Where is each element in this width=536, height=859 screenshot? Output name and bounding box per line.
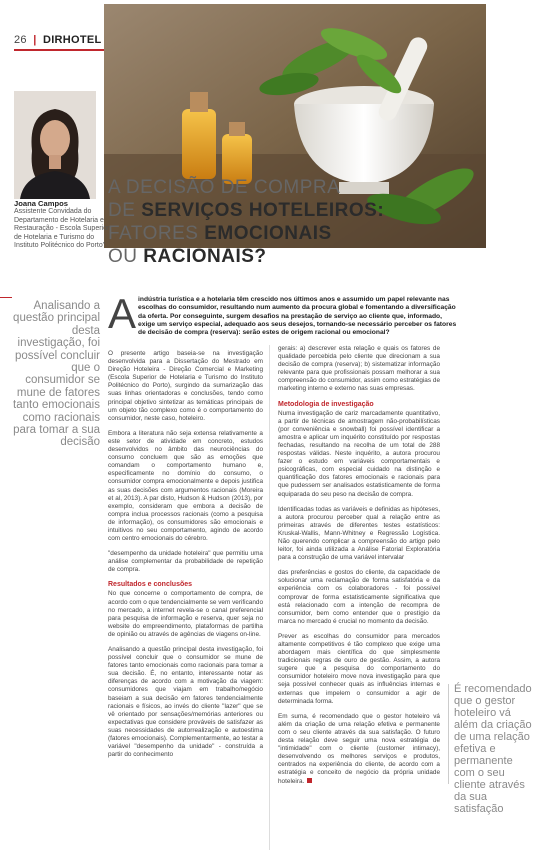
title-line-3-bold: EMOCIONAIS bbox=[204, 223, 332, 244]
body-column-2 bbox=[278, 345, 440, 793]
paragraph: gerais: a) descrever esta relação e quais os fatores de qualidade percebida pelo cliente que direcionam a sua decisão de compra (reserva); b) sistematizar informação relevante para que profissionais possam melhorar a sua compreensão do consumidor, assim como estratégias de marketing interno e externo nas suas empresas. bbox=[278, 345, 440, 393]
paragraph: Embora a literatura não seja extensa relativamente a este setor de atividade em concreto, estudos desenvolvidos no âmbito das neurociências do consumo concluem que são as emoções que comandam o comportamento humano e, especificamente no domínio do consumo, o consumidor compra emocionalmente e depois justifica as suas decisões com argumentos racionais (Moreira et al, 2013). A par disto, Hudson & Hudson (2013), por exemplo, consideram que embora a decisão de compra inclua processos racionais (como a pesquisa de informação), os consumidores são emocionais e intuitivos no seu comportamento, agindo de acordo com centro emocionais do cérebro. bbox=[108, 429, 263, 543]
title-line-3-prefix: FATORES bbox=[108, 223, 205, 244]
title-line-2-bold: SERVIÇOS HOTELEIROS: bbox=[141, 200, 385, 221]
author-portrait bbox=[14, 91, 96, 199]
header-accent-line bbox=[14, 49, 106, 51]
section-heading-results: Resultados e conclusões bbox=[108, 581, 193, 589]
paragraph: Analisando a questão principal desta investigação, foi possível concluir que o consumidor se mune de fatores tanto emocionais como racionais para tomar a sua decisão. É, no entanto, interessante notar as diferenças de acordo com a motivação da viagem: consumidores que viajam em trabalho/negócio baseiam a sua decisão em fatores tendencialmente racionais e físicos, ao invés do cliente "lazer" que se vê orientado por sensações/memórias anteriores ou expectativas que considere prováveis de satisfazer as suas necessidades de autorrealização e autoestima (fatores emocionais). Complementarmente, ao testar a variável "desempenho da unidade" - construída a partir do conhecimento bbox=[108, 646, 263, 759]
pull-quote-rule bbox=[0, 297, 12, 298]
article-title bbox=[108, 176, 468, 268]
body-column-1 bbox=[108, 350, 263, 766]
header-separator: | bbox=[33, 34, 37, 46]
final-paragraph-text: Em suma, é recomendado que o gestor hoteleiro vá além da criação de uma relação efetiva e permanente com o seu cliente através da sua satisfação. O futuro desta relação deve seguir uma nova estratégia de "intimidade" com o cliente (customer intimacy), desenvolvendo os melhores serviços e produtos, centrados na experiência do cliente, de acordo com a estratégia e conceito de negócio da própria unidade hoteleira. bbox=[278, 712, 440, 785]
lead-paragraph: indústria turística e a hotelaria têm crescido nos últimos anos e assumido um papel relevante nas escolhas do consumidor, resultando num aumento da procura global e fomentando a diversificação da oferta. Por conseguinte, surgem desafios na prestação de serviço ao cliente que, informado, exige um serviço especial, adequado aos seus desejos, tornando-se necessário perceber os fatores de decisão de compra (reserva): serão estes de origem racional ou emocional? bbox=[138, 296, 457, 337]
page-number: 26 bbox=[14, 34, 27, 46]
paragraph: O presente artigo baseia-se na investigação desenvolvida para a Dissertação do Mestrado em Direção Hoteleira - Direção Comercial e Marketing (Escola Superior de Hotelaria e Turismo do Instituto Politécnico do Porto), surgindo da sumarização das suas linhas orientadoras e conclusões, tendo como principal objetivo sintetizar as temáticas principais de um objeto tão complexo como é o comportamento do consumidor, neste caso, hoteleiro. bbox=[108, 350, 263, 422]
magazine-brand: DIRHOTEL bbox=[42, 34, 102, 46]
paragraph: "desempenho da unidade hoteleira" que permitiu uma análise complementar da probabilidade de repetição de compra. bbox=[108, 550, 263, 574]
paragraph: Identificadas todas as variáveis e definidas as hipóteses, a autora procurou perceber qual a relação entre as primeiras através de diferentes testes estatísticos: Kruskal-Wallis, Mann-Whitney e Regressão Logística. Não querendo complicar a compreensão do artigo pelo leitor, foi ainda utilizada a Análise Fatorial Exploratória para a construção de uma variável intervalar bbox=[278, 505, 440, 562]
title-line-4 bbox=[108, 245, 468, 268]
author-bio: Assistente Convidada do Departamento de Hotelaria e Restauração - Escola Superior de Hotelaria e Turismo do Instituto Politécnico do Porto". bbox=[14, 208, 110, 250]
title-line-3 bbox=[108, 222, 468, 245]
pull-quote-2-rule bbox=[448, 684, 449, 784]
section-heading-methodology: Metodologia de investigação bbox=[278, 400, 374, 408]
author-box bbox=[14, 200, 112, 250]
author-photo bbox=[14, 91, 96, 199]
title-line-2-prefix: DE bbox=[108, 200, 142, 221]
column-divider bbox=[269, 345, 270, 850]
paragraph: Numa investigação de cariz marcadamente quantitativo, a partir de técnicas de amostragem não-probabilísticas (por conveniência e snowball) foi possível identificar a amostra e aplicar um inquérito constituído por respostas fechadas, resultando na recolha de um total de 288 respostas válidas. Neste inquérito, a autora procurou fazer o estudo em variáveis comportamentais e psicográficas, com especial cuidado na distinção e quantificação dos fatores emocionais e racionais para que pudessem ser analisados estatisticamente de forma equiparada do seu peso na decisão de compra. bbox=[278, 409, 440, 498]
title-line-4-prefix: OU bbox=[108, 246, 144, 267]
paragraph: No que concerne o comportamento de compra, de acordo com o que tendencialmente se vem verificando no mercado, a internet revela-se o canal preferencial para pesquisa de informação e reserva, quer seja no website do empreendimento, plataformas de partilha de opinião ou através de agências de viagens on-line. bbox=[108, 590, 263, 638]
end-mark-icon bbox=[307, 778, 312, 783]
author-name: Joana Campos bbox=[14, 199, 69, 208]
drop-cap: A bbox=[108, 290, 137, 337]
title-line-2 bbox=[108, 199, 468, 222]
paragraph: das preferências e gostos do cliente, da capacidade de solucionar uma reclamação de forma satisfatória e da experiência com os colaboradores - foi possível comprovar de forma estatisticamente significativa que está relacionado com a intenção de recompra de consumidor, bem como entender que o prestígio da marca no mercado é crucial no momento da decisão. bbox=[278, 569, 440, 625]
title-line-1: A DECISÃO DE COMPRA bbox=[108, 177, 341, 198]
title-line-4-bold: RACIONAIS? bbox=[143, 246, 267, 267]
pull-quote-1: Analisando a questão principal desta investigação, foi possível concluir que o consumidor se mune de fatores tanto emocionais como racionais para tomar a sua decisão bbox=[13, 300, 100, 449]
paragraph-final bbox=[278, 713, 440, 786]
paragraph: Prever as escolhas do consumidor para mercados altamente competitivos é tão complexo que exige uma abordagem mais científica do que simplesmente tradicionais regras de ouro de gestão. Assim, a autora sugere que a pesquisa do comportamento do consumidor hoteleiro move nova investigação para que seja possível conhecer quais as influências internas e externas que impelem o consumidor a agir de determinada forma. bbox=[278, 632, 440, 705]
pull-quote-2: É recomendado que o gestor hoteleiro vá além da criação de uma relação efetiva e permanente com o seu cliente através da sua satisfação bbox=[454, 683, 532, 815]
